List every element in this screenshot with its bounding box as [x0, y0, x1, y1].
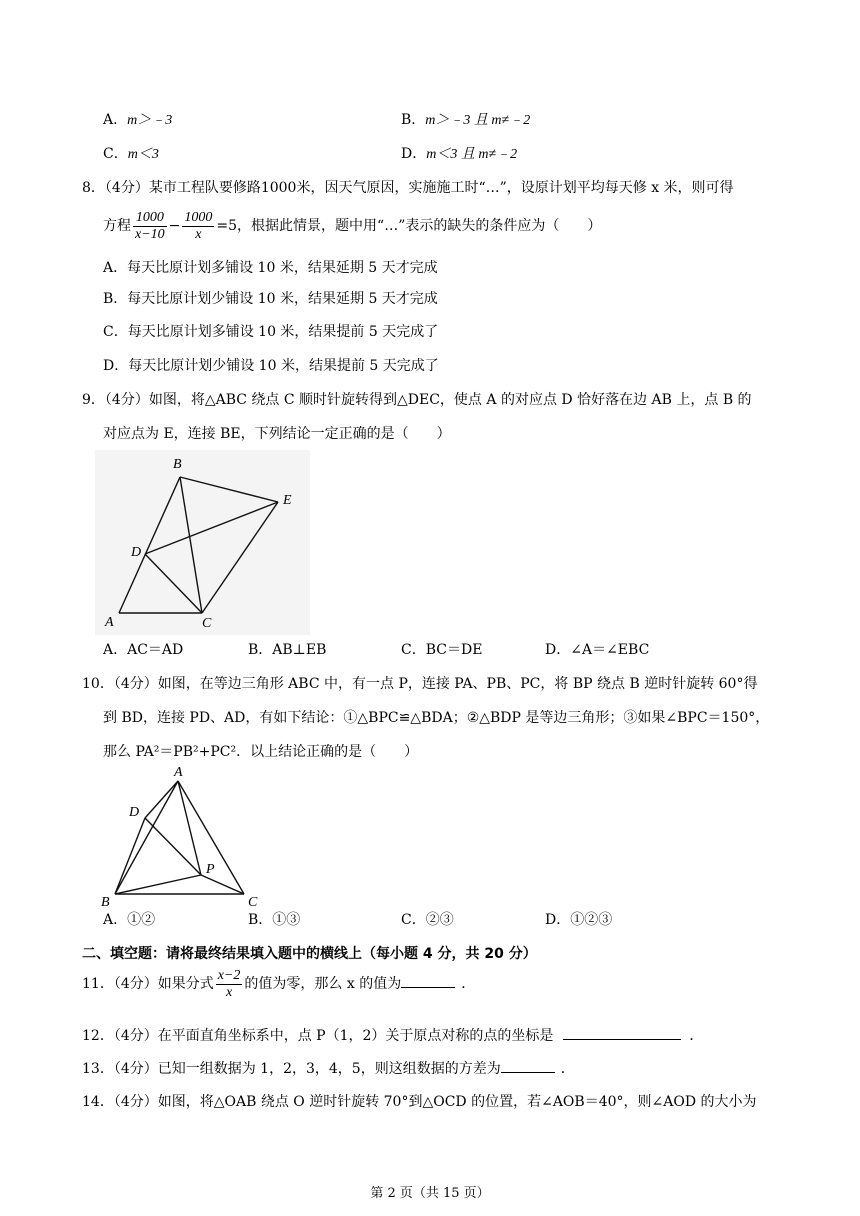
q14-stem-line1: 14．（4分）如图，将△OAB 绕点 O 逆时针旋转 70°到△OCD 的位置，若∠AOB＝40°，则∠AOD 的大小为	[82, 1094, 757, 1110]
q9-figure-background	[95, 450, 310, 635]
q10-edge-ab	[115, 781, 178, 894]
q13-answer-blank[interactable]	[501, 1058, 555, 1073]
q9-label-a: A	[105, 615, 114, 630]
q9-figure	[95, 450, 310, 635]
q8-fraction-1: $\frac{1000}{x-10}$	[135, 209, 165, 242]
q10-edge-dp	[145, 818, 201, 875]
q8-stem-line1: 8．（4分）某市工程队要修路1000米，因天气原因，实施施工时“…”，设原计划平均每天修 x 米，则可得	[82, 180, 734, 196]
q9-stem-line1: 9．（4分）如图，将△ABC 绕点 C 顺时针旋转得到△DEC，使点 A 的对应点 D 恰好落在边 AB 上，点 B 的	[82, 392, 752, 408]
q10-label-a: A	[174, 765, 183, 780]
q8-stem-line2: 方程 $\frac{1000}{x-10}$ − $\frac{1000}{x}$ =5，根据此情景，题中用“…”表示的缺失的条件应为（ ）	[103, 209, 602, 242]
q7-option-d: D．m＜3 且 m≠﹣2	[401, 146, 518, 162]
q10-label-p: P	[206, 862, 215, 877]
q9-stem-line2: 对应点为 E，连接 BE，下列结论一定正确的是（ ）	[103, 426, 451, 442]
q9-option-b: B．AB⊥EB	[248, 642, 327, 658]
q9-label-b: B	[173, 457, 182, 472]
q10-stem-line1: 10．（4分）如图，在等边三角形 ABC 中，有一点 P，连接 PA、PB、PC，将 BP 绕点 B 逆时针旋转 60°得	[82, 676, 758, 692]
q7-option-b: B．m＞﹣3 且 m≠﹣2	[401, 112, 531, 128]
q10-edge-da	[145, 781, 178, 818]
q7-option-a-expr: m＞﹣3	[127, 113, 173, 128]
q10-label-b: B	[101, 895, 110, 910]
q10-edge-ac	[178, 781, 244, 894]
q13-line: 13．（4分）已知一组数据为 1，2，3，4，5，则这组数据的方差为 ．	[82, 1058, 575, 1079]
q10-option-b: B．①③	[248, 912, 301, 928]
q10-edge-pc	[201, 875, 244, 894]
q7-option-c: C．m＜3	[103, 146, 159, 162]
q9-option-c: C．BC＝DE	[401, 642, 483, 658]
q8-fraction-2: $\frac{1000}{x}$	[184, 209, 213, 242]
q10-stem-line2: 到 BD，连接 PD、AD，有如下结论：①△BPC≌△BDA；②△BDP 是等边三角形；③如果∠BPC＝150°，	[103, 710, 770, 726]
q8-option-b: B．每天比原计划少铺设 10 米，结果延期 5 天才完成	[103, 291, 438, 307]
q11-line: 11．（4分）如果分式 $\frac{x-2}{x}$ 的值为零，那么 x 的值为 ．	[82, 967, 476, 1000]
q12-answer-blank[interactable]	[563, 1025, 681, 1040]
q9-label-d: D	[131, 545, 142, 560]
q10-option-c: C．②③	[401, 912, 454, 928]
q8-option-a: A．每天比原计划多铺设 10 米，结果延期 5 天才完成	[103, 260, 438, 276]
q8-option-c: C．每天比原计划多铺设 10 米，结果提前 5 天完成了	[103, 324, 439, 340]
q11-fraction: $\frac{x-2}{x}$	[217, 967, 241, 1000]
q9-option-d: D．∠A＝∠EBC	[545, 642, 650, 658]
q9-label-e: E	[283, 493, 292, 508]
q7-option-c-expr: m＜3	[127, 147, 159, 162]
q8-option-d: D．每天比原计划少铺设 10 米，结果提前 5 天完成了	[103, 358, 439, 374]
q9-option-a: A．AC＝AD	[103, 642, 184, 658]
q12-line: 12．（4分）在平面直角坐标系中，点 P（1，2）关于原点对称的点的坐标是 ．	[82, 1025, 703, 1046]
q10-edge-ap	[178, 781, 201, 875]
q10-stem-line3: 那么 PA²＝PB²+PC²．以上结论正确的是（ ）	[103, 744, 419, 760]
q10-option-a: A．①②	[103, 912, 156, 928]
q10-option-d: D．①②③	[545, 912, 613, 928]
q10-figure	[98, 762, 268, 912]
q10-label-d: D	[129, 805, 140, 820]
q9-label-c: C	[202, 616, 212, 631]
page-footer: 第 2 页（共 15 页）	[370, 1186, 490, 1201]
q10-label-c: C	[248, 895, 258, 910]
q7-option-a: A．m＞﹣3	[103, 112, 173, 128]
q10-edge-db	[115, 818, 145, 894]
q10-edge-bp	[115, 875, 201, 894]
section-2-title: 二、填空题：请将最终结果填入题中的横线上（每小题 4 分，共 20 分）	[82, 946, 537, 962]
q11-answer-blank[interactable]	[401, 973, 455, 988]
q7-option-b-expr: m＞﹣3 且 m≠﹣2	[425, 113, 531, 128]
q7-option-d-expr: m＜3 且 m≠﹣2	[426, 147, 518, 162]
